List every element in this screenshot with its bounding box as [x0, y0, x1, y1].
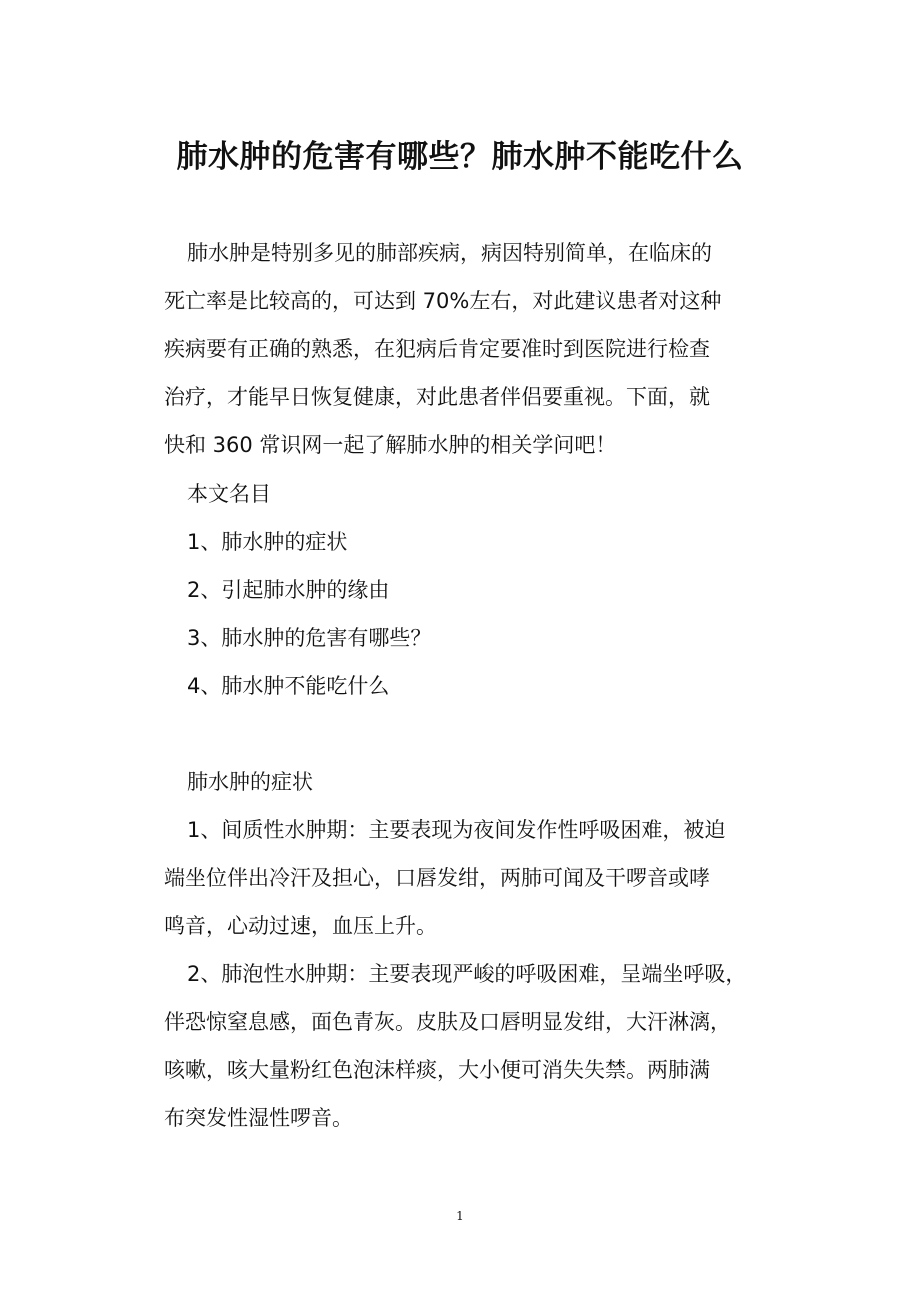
para1-line-2: 端坐位伴出冷汗及担心，口唇发绀，两肺可闻及干啰音或哮: [164, 866, 710, 890]
section-heading: 肺水肿的症状: [187, 770, 313, 794]
intro-line-4: 治疗，才能早日恢复健康，对此患者伴侣要重视。下面，就: [164, 385, 710, 409]
toc-heading: 本文名目: [187, 482, 271, 506]
toc-item-4: 4、肺水肿不能吃什么: [187, 674, 390, 698]
intro-line-1: 肺水肿是特别多见的肺部疾病，病因特别简单，在临床的: [187, 241, 712, 265]
toc-item-3: 3、肺水肿的危害有哪些？: [187, 626, 432, 650]
para1-line-3: 鸣音，心动过速，血压上升。: [164, 914, 437, 938]
para2-line-3: 咳嗽，咳大量粉红色泡沫样痰，大小便可消失失禁。两肺满: [164, 1058, 710, 1082]
toc-item-2: 2、引起肺水肿的缘由: [187, 578, 390, 602]
para1-line-1: 1、间质性水肿期：主要表现为夜间发作性呼吸困难，被迫: [187, 818, 726, 842]
para2-line-4: 布突发性湿性啰音。: [164, 1106, 353, 1130]
intro-line-3: 疾病要有正确的熟悉，在犯病后肯定要准时到医院进行检查: [164, 337, 710, 361]
document-title: 肺水肿的危害有哪些？肺水肿不能吃什么: [176, 139, 744, 175]
page-number: 1: [456, 1209, 464, 1223]
toc-item-1: 1、肺水肿的症状: [187, 530, 348, 554]
intro-line-5: 快和 360 常识网一起了解肺水肿的相关学问吧！: [164, 433, 617, 457]
para2-line-2: 伴恐惊窒息感，面色青灰。皮肤及口唇明显发绀，大汗淋漓，: [164, 1010, 731, 1034]
para2-line-1: 2、肺泡性水肿期：主要表现严峻的呼吸困难，呈端坐呼吸，: [187, 962, 747, 986]
intro-line-2: 死亡率是比较高的，可达到 70%左右，对此建议患者对这种: [164, 289, 722, 313]
